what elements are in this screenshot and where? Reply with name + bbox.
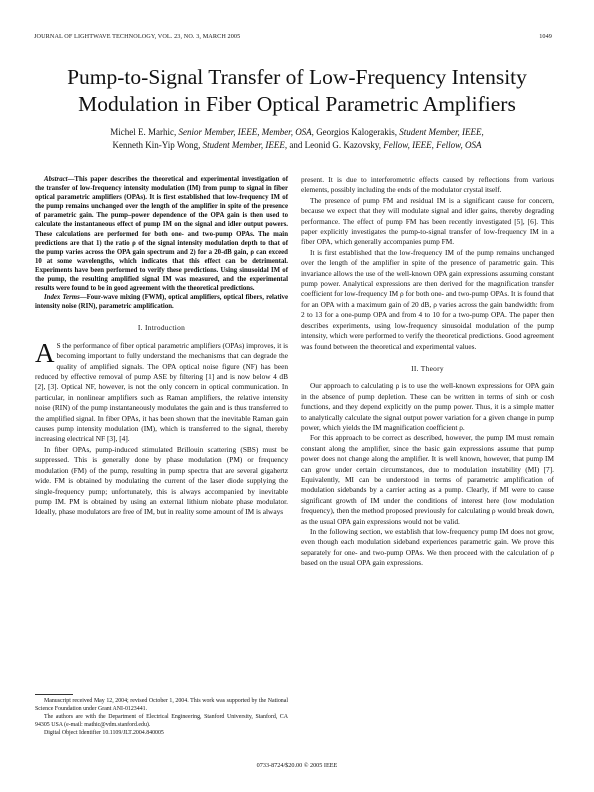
- index-terms-lead: Index Terms: [44, 294, 80, 302]
- author-affiliation-title: Senior Member, IEEE, Member, OSA,: [178, 127, 314, 137]
- footnotes: [35, 697, 288, 737]
- theory-paragraph-1: Our approach to calculating ρ is to use the well-known expressions for OPA gain in the absence of pump depletion. These can be written in terms of sinh or cosh functions, and they depend explicitly on the pump power. Thus, it is a simple matter to analytically calculate the signal output power variation for a given change in pump power, which yields the IM magnification coefficient ρ.: [301, 381, 554, 432]
- section-heading-introduction: I. Introduction: [137, 323, 186, 333]
- running-header: [34, 33, 552, 43]
- author-line-2: [40, 139, 554, 152]
- right-paragraph-1: present. It is due to interferometric effects caused by reflections from various elements, possibly including the ends of the modulator crystal itself.: [301, 175, 554, 195]
- author-line-1: [40, 126, 554, 139]
- author-affiliation-title: Student Member, IEEE,: [202, 139, 288, 150]
- section-heading-theory: II. Theory: [411, 363, 444, 373]
- paper-title: [20, 64, 574, 118]
- right-paragraph-2: The presence of pump FM and residual IM is a significant cause for concern, because we expect that they will modulate signal and idler gains, thereby degrading performance. The effect of pump FM has been recently investigated [5], [6]. This paper explicitly investigates the pump-to-signal transfer of low-frequency IM in a fiber OPA, which generally accompanies pump FM.: [301, 195, 554, 247]
- page-number: 1049: [539, 33, 552, 40]
- journal-name: JOURNAL OF LIGHTWAVE TECHNOLOGY, VOL. 23, NO. 3, MARCH 2005: [34, 33, 241, 40]
- right-column: [301, 175, 554, 569]
- abstract-text: —This paper describes the theoretical and experimental investigation of the transfer of low-frequency intensity modulation (IM) from pump to signal in fiber optical parametric amplifiers (OPAs). It is first established that low-frequency IM of the pump remains unchanged over the length of the amplifier in spite of the presence of parametric gain. The pump–power dependence of the OPA gain is then used to calculate the instantaneous effect of pump IM on the signal and idler output powers. These calculations are performed for both one- and two-pump OPAs. The main predictions are that 1) the ratio ρ of the signal intensity modulation depth to that of the pump varies across the OPA gain spectrum and 2) for a 20-dB gain, ρ can exceed 10 at some wavelengths, which indicates that this effect can be detrimental. Experiments have been performed to verify these predictions. Using sinusoidal IM of the pump, the resulting amplified signal IM was measured, and the experimental results were found to be in good agreement with the theoretical predictions.: [35, 176, 288, 293]
- title-line-2: Modulation in Fiber Optical Parametric Amplifiers: [78, 92, 516, 116]
- right-paragraph-3: It is first established that the low-frequency IM of the pump remains unchanged over the length of the amplifier in spite of the presence of parametric gain. This invariance allows the use of the well-known OPA gain expressions assuming constant pump power. Analytical expressions are then derived for the magnification transfer coefficient for low-frequency IM ρ for both one- and two-pump OPAs. It is found that for an OPA with a maximum gain of 20 dB, ρ varies across the gain bandwidth: from 2 to 13 for a one-pump OPA and from 4 to 10 for a two-pump OPA. The paper then describes experiments, using low-frequency sinusoidal modulation of the pump intensity, which were performed to verify the theoretical predictions. Good agreement was found between the theoretical and experimental values.: [301, 247, 554, 351]
- title-line-1: Pump-to-Signal Transfer of Low-Frequency Intensity: [67, 65, 527, 89]
- author-conjunction: and: [289, 139, 303, 150]
- index-terms-text: —Four-wave mixing (FWM), optical amplifiers, optical fibers, relative intensity noise (RIN), parametric amplification.: [35, 294, 288, 311]
- index-terms: [35, 293, 288, 311]
- author-name: Michel E. Marhic,: [110, 127, 177, 137]
- author-name: Leonid G. Kazovsky,: [304, 139, 382, 150]
- footnote-received: Manuscript received May 12, 2004; revised October 1, 2004. This work was supported by the National Science Foundation under Grant ANI-0123441.: [35, 698, 288, 713]
- author-affiliation-title: Fellow, IEEE, Fellow, OSA: [383, 139, 482, 150]
- left-column: [35, 175, 288, 518]
- abstract-lead: Abstract: [44, 176, 68, 183]
- footnote-divider: [35, 694, 73, 695]
- author-affiliation-title: Student Member, IEEE,: [399, 127, 484, 137]
- author-name: Kenneth Kin-Yip Wong,: [112, 139, 201, 150]
- footnote-affiliation: The authors are with the Department of Electrical Engineering, Stanford University, Stanford, CA 94305 USA (e-mail: mathic@vdm.stanford.edu).: [35, 714, 288, 729]
- theory-paragraph-3: In the following section, we establish that low-frequency pump IM does not grow, even though each modulation sideband experiences parametric gain. We prove this separately for one- and two-pump OPAs. We then proceed with the calculation of ρ based on the usual OPA gain expressions.: [301, 527, 554, 568]
- drop-cap-letter: A: [35, 337, 55, 368]
- footnote-doi: Digital Object Identifier 10.1109/JLT.2004.840005: [44, 730, 164, 737]
- intro-paragraph-1-text: S the performance of fiber optical parametric amplifiers (OPAs) improves, it is becoming important to fully understand the mechanisms that can degrade the quality of amplified signals. The OPA optical noise figure (NF) has been reduced by effective removal of pump ASE by filtering [1] and is now below 4 dB [2], [3]. Optical NF, however, is not the only concern in optical communication. In particular, in nonlinear amplifiers such as Raman amplifiers, the relative intensity noise (RIN) of the pump instantaneously modulates the gain and is thus transferred to the amplified signal. In fiber OPAs, it has been shown that the inevitable Raman gain causes pump intensity modulation (IM), which is transferred to the signal, thereby increasing electrical NF [3], [4].: [35, 340, 288, 444]
- intro-paragraph-1: [35, 337, 288, 445]
- intro-paragraph-2: In fiber OPAs, pump-induced stimulated Brillouin scattering (SBS) must be suppressed. This is generally done by phase modulation (PM) or frequency modulation (FM) of the pump, resulting in pump spectra that are several gigahertz wide. FM is obtained by modulating the current of the laser diode supplying the single-frequency pump; unfortunately, this is always accompanied by inevitable pump IM. PM is obtained by using an external lithium niobate phase modulator. Ideally, phase modulators are free of IM, but in reality some amount of IM is always: [35, 444, 288, 517]
- copyright-line: 0733-8724/$20.00 © 2005 IEEE: [256, 762, 338, 769]
- author-name: Georgios Kalogerakis,: [316, 127, 398, 137]
- theory-paragraph-2: For this approach to be correct as described, however, the pump IM must remain constant along the amplifier, since the basic gain expressions assume that pump power does not change along the amplifier. It is well known, however, that pump IM can grow under certain circumstances, due to modulation instability (MI) [7]. Equivalently, MI can be understood in terms of parametric amplification of modulation sidebands by a carrier acting as a pump. Clearly, if MI were to cause significant growth of IM under the conditions of interest here (low modulation frequency), then the method proposed previously for calculating ρ would break down, as the usual OPA gain expressions would not be valid.: [301, 433, 554, 526]
- author-list: [40, 126, 554, 151]
- abstract: [35, 175, 288, 293]
